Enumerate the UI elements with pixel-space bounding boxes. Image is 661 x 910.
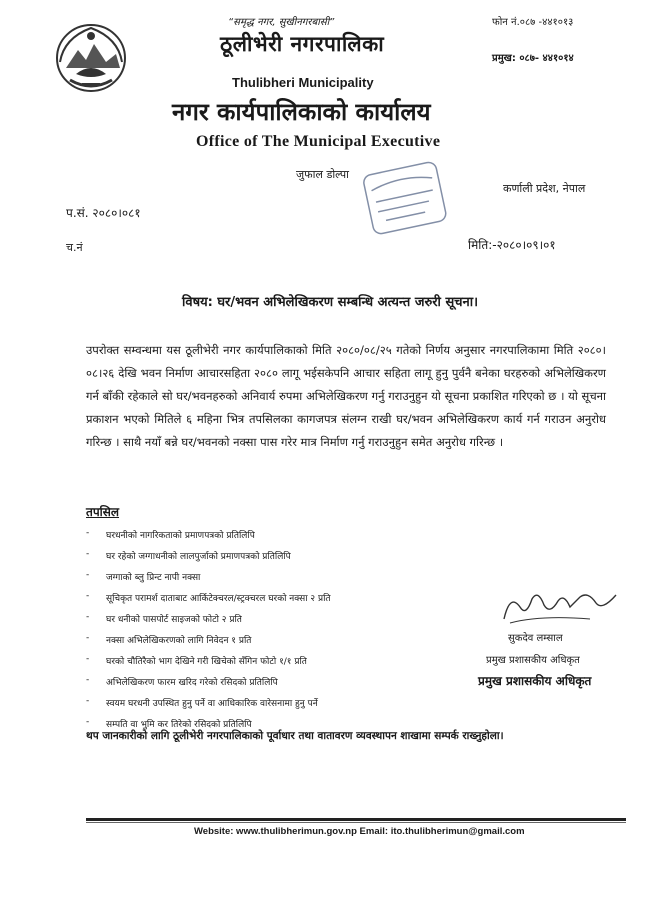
reference-number: प.सं. २०८०।०८१ bbox=[66, 206, 141, 220]
bullet: - bbox=[86, 717, 90, 727]
list-item bbox=[86, 675, 406, 696]
bullet: - bbox=[86, 654, 90, 664]
notice-subject: विषय: घर/भवन अभिलेखिकरण सम्बन्धि अत्यन्त जरुरी सूचना। bbox=[182, 295, 478, 310]
office-location: जुफाल डोल्पा bbox=[296, 168, 349, 181]
province-name: कर्णाली प्रदेश, नेपाल bbox=[503, 182, 586, 195]
list-item-text: घरको चौतिरैको भाग देखिने गरी खिचेको सँगिन फोटो १/१ प्रति bbox=[106, 657, 307, 667]
bullet: - bbox=[86, 570, 90, 580]
signatory-stamp: प्रमुख प्रशासकीय अधिकृत bbox=[478, 674, 592, 688]
office-stamp-icon bbox=[362, 160, 448, 238]
list-item-text: सूचिकृत परामर्श दाताबाट आर्किटेक्चरल/स्ट्रक्चरल घरको नक्सा २ प्रति bbox=[106, 594, 331, 604]
document-checklist bbox=[86, 528, 406, 738]
office-name-english: Office of The Municipal Executive bbox=[196, 133, 441, 150]
list-item-text: घर रहेको जग्गाधनीको लालपुर्जाको प्रमाणपत्रको प्रतिलिपि bbox=[106, 552, 291, 562]
footer-contact: Website: www.thulibherimun.gov.np Email: ito.thulibherimun@gmail.com bbox=[194, 826, 525, 837]
list-item bbox=[86, 696, 406, 717]
bullet: - bbox=[86, 591, 90, 601]
list-item-text: नक्सा अभिलेखिकरणको लागि निवेदन १ प्रति bbox=[106, 636, 252, 646]
office-name-nepali: नगर कार्यपालिकाको कार्यालय bbox=[172, 98, 431, 126]
signatory-title: प्रमुख प्रशासकीय अधिकृत bbox=[486, 655, 580, 666]
list-item bbox=[86, 612, 406, 633]
bullet: - bbox=[86, 675, 90, 685]
signature-icon bbox=[500, 585, 620, 627]
motto: “समृद्ध नगर, सुखीनगरबासी” bbox=[228, 17, 335, 28]
municipality-name-english: Thulibheri Municipality bbox=[232, 75, 374, 90]
bullet: - bbox=[86, 696, 90, 706]
list-item bbox=[86, 654, 406, 675]
list-item-text: अभिलेखिकरण फारम खरिद गरेको रसिदको प्रतिलिपि bbox=[106, 678, 278, 688]
contact-instruction: थप जानकारीको लागि ठूलीभेरी नगरपालिकाको पूर्वाधार तथा वातावरण व्यवस्थापन शाखामा सम्पर्क राख्नुहोला। bbox=[86, 730, 504, 742]
chief-phone-number: प्रमुख: ०८७- ४४१०१४ bbox=[492, 53, 574, 64]
list-item-text: स्वयम घरधनी उपस्थित हुनु पर्ने वा आधिकारिक वारेसनामा हुनु पर्ने bbox=[106, 699, 318, 709]
municipality-name-nepali: ठूलीभेरी नगरपालिका bbox=[220, 32, 385, 56]
list-item bbox=[86, 528, 406, 549]
list-item bbox=[86, 591, 406, 612]
notice-body: उपरोक्त सम्वन्धमा यस ठूलीभेरी नगर कार्यपालिकाको मिति २०८०/०८/२५ गतेको निर्णय अनुसार नगरपालिकामा मिति २०८०।०८।२६ देखि भवन निर्माण आचारसहिता २०८० लागू भईसकेपनि आचार सहिता लागू हुनु पुर्वनै बनेका घरहरुको अभिलेखिकरण गर्न बाँकी रहेकाले सो घर/भवनहरुको अनिवार्य रुपमा अभिलेखिकरण गर्नु गराउनुहुन यो सूचना प्रकाशित गरिएको छ । यो सूचना प्रकाशन भएको मितिले ६ महिना भित्र तपसिलका कागजपत्र संलग्न राखी घर/भवन अभिलेखिकरण कार्य गर्न गराउन अनुरोध गरिन्छ । साथै नयाँ बन्ने घर/भवनको नक्सा पास गरेर मात्र निर्माण गर्नु गराउनुहुन समेत अनुरोध गरिन्छ । bbox=[86, 343, 606, 449]
details-heading: तपसिल bbox=[86, 505, 120, 519]
list-item bbox=[86, 549, 406, 570]
bullet: - bbox=[86, 612, 90, 622]
letter-date: मिति:-२०८०।०९।०१ bbox=[468, 238, 556, 252]
footer-divider-thin bbox=[86, 822, 626, 823]
signatory-name: सुकदेव लम्साल bbox=[508, 633, 563, 644]
bullet: - bbox=[86, 549, 90, 559]
list-item-text: सम्पति वा भुमि कर तिरेको रसिदको प्रतिलिपि bbox=[106, 720, 252, 730]
list-item bbox=[86, 570, 406, 591]
phone-number: फोन नं.०८७ -४४१०१३ bbox=[492, 17, 574, 28]
nepal-emblem-icon bbox=[52, 18, 130, 96]
list-item-text: जग्गाको ब्लु प्रिन्ट नापी नक्सा bbox=[106, 573, 201, 583]
dispatch-number: च.नं bbox=[66, 241, 83, 254]
list-item-text: घरधनीको नागरिकताको प्रमाणपत्रको प्रतिलिपि bbox=[106, 531, 255, 541]
list-item-text: घर धनीको पासपोर्ट साइजको फोटो २ प्रति bbox=[106, 615, 242, 625]
footer-divider bbox=[86, 818, 626, 821]
list-item bbox=[86, 633, 406, 654]
bullet: - bbox=[86, 633, 90, 643]
bullet: - bbox=[86, 528, 90, 538]
